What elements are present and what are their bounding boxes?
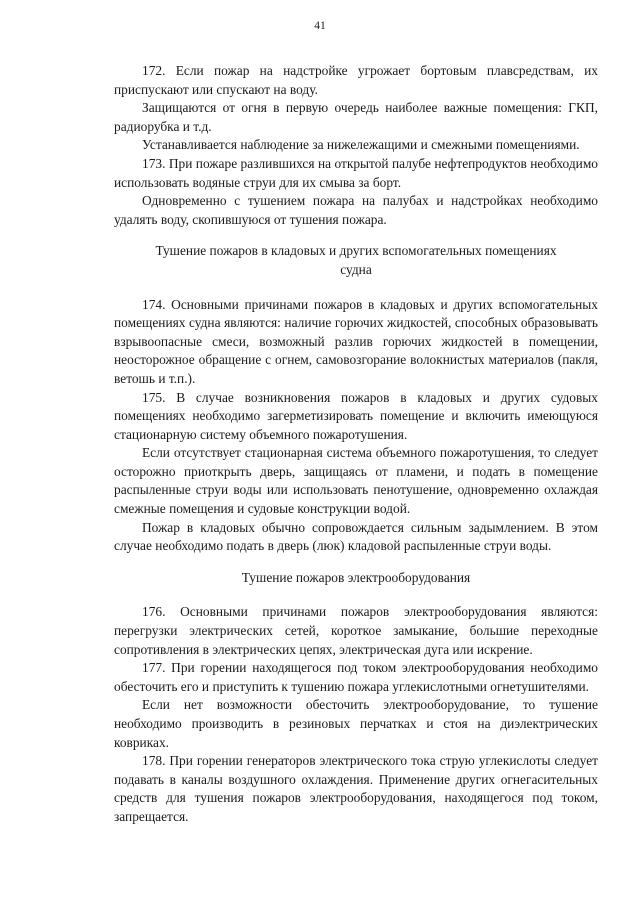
paragraph-172-observation: Устанавливается наблюдение за нижележащими и смежными помещениями. (142, 137, 580, 153)
section-heading-electrical: Тушение пожаров электрооборудования (241, 569, 471, 585)
paragraph-177: 177. При горении находящегося под током электрооборудования необходимо обесточить его и приступить к тушению пожара углекислотными огнетушителями. (114, 660, 598, 694)
paragraph-178: 178. При горении генераторов электрического тока струю углекислоты следует подавать в каналы воздушного охлаждения. Применение других огнегасительных средств для тушения пожаров электрооборудования, находящегося под током, запрещается. (114, 753, 598, 824)
spacer (114, 556, 598, 569)
paragraph-177-no-deenergize: Если нет возможности обесточить электрооборудование, то тушение необходимо производить в резиновых перчатках и стоя на диэлектрических ковриках. (114, 697, 598, 750)
spacer (114, 280, 598, 296)
paragraph-175-no-system: Если отсутствует стационарная система объемного пожаротушения, то следует осторожно приоткрыть дверь, защищаясь от пламени, и подать в помещение распыленные струи воды или использовать пенотушение, одновременно охлаждая смежные помещения и судовые конструкции водой. (114, 445, 598, 517)
paragraph-172-protection: Защищаются от огня в первую очередь наиболее важные помещения: ГКП, радиорубка и т.д. (114, 100, 598, 134)
paragraph-175-smoke: Пожар в кладовых обычно сопровождается сильным задымлением. В этом случае необходимо подать в дверь (люк) кладовой распыленные струи воды. (114, 519, 598, 554)
spacer (114, 587, 598, 603)
paragraph-173-water-removal: Одновременно с тушением пожара на палубах и надстройках необходимо удалять воду, скопившуюся от тушения пожара. (114, 193, 598, 227)
section-heading-storerooms: Тушение пожаров в кладовых и других вспомогательных помещениях судна (155, 243, 557, 277)
paragraph-172: 172. Если пожар на надстройке угрожает бортовым плавсредствам, их приспускают или спускают на воду. (114, 63, 598, 97)
paragraph-174: 174. Основными причинами пожаров в кладовых и других вспомогательных помещениях судна являются: наличие горючих жидкостей, способных образовывать взрывоопасные смеси, возможный разлив горючих жидкостей в помещении, неосторожное обращение с огнем, самовозгорание волокнистых материалов (пакля, ветошь и т.п.). (114, 296, 598, 386)
paragraph-173: 173. При пожаре разлившихся на открытой палубе нефтепродуктов необходимо использовать водяные струи для их смыва за борт. (114, 155, 598, 190)
document-body (114, 62, 598, 827)
paragraph-176: 176. Основными причинами пожаров электрооборудования являются: перегрузки электрических сетей, короткое замыкание, большие переходные сопротивления в электрических цепях, электрическая дуга или искрение. (114, 604, 598, 657)
page-number: 41 (314, 20, 326, 32)
paragraph-175: 175. В случае возникновения пожаров в кладовых и других судовых помещениях необходимо загерметизировать помещение и включить имеющуюся стационарную систему объемного пожаротушения. (114, 389, 598, 442)
spacer (114, 229, 598, 242)
